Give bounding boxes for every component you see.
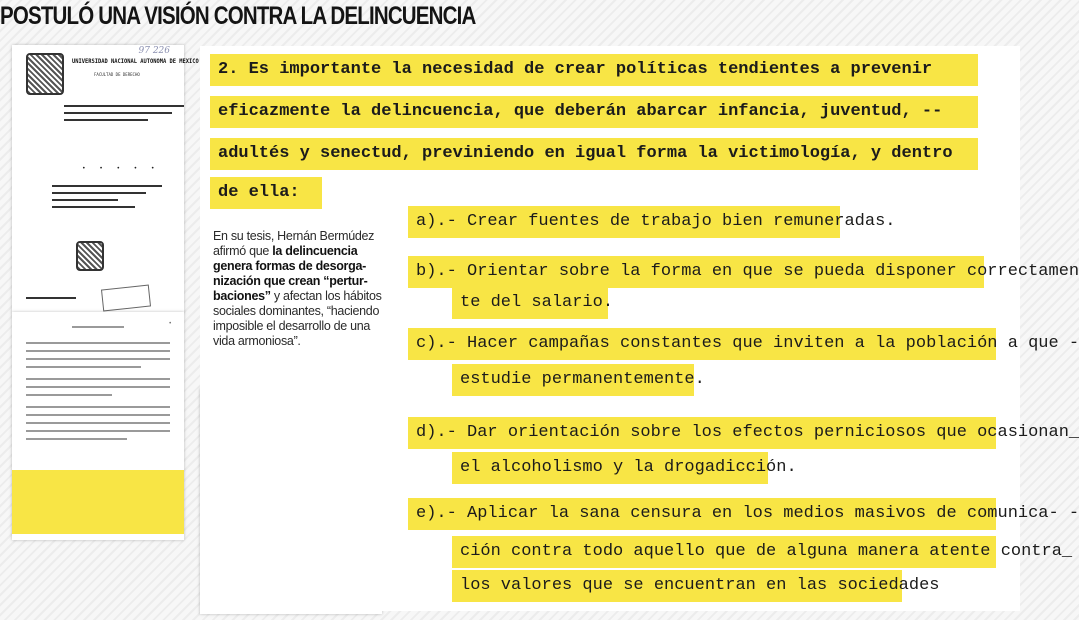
highlighted-paragraph [12,470,184,534]
item-b-line-2: te del salario. [452,287,608,319]
page-text-lines [26,342,170,446]
page-heading-line [72,326,124,334]
item-e-line-2: ción contra todo aquello que de alguna manera atente contra_ [452,536,996,568]
intro-line-3: adultés y senectud, previniendo en igual forma la victimología, y dentro [210,138,978,170]
item-c-line-1: c).- Hacer campañas constantes que inviten a la población a que - [408,328,996,360]
faculty-crest-icon [76,241,104,271]
item-d-line-2: el alcoholismo y la drogadicción. [452,452,768,484]
intro-line-1: 2. Es importante la necesidad de crear políticas tendientes a prevenir [210,54,978,86]
caption [213,229,389,349]
handwritten-note: 97 226 [138,46,170,56]
faculty-name: FACULTAD DE DERECHO [94,72,140,77]
item-e-line-1: e).- Aplicar la sana censura en los medios masivos de comunica- - [408,498,996,530]
intro-line-2: eficazmente la delincuencia, que deberán abarcar infancia, juventud, -- [210,96,978,128]
item-b-line-1: b).- Orientar sobre la forma en que se pueda disponer correctamen [408,256,984,288]
place-date-line [26,297,76,304]
page-number: • [168,320,172,327]
caption-text-2: y afectan los hábitos sociales dominantes, “haciendo imposible el desarrollo de una vida armoniosa”. [213,289,382,348]
item-d-line-1: d).- Dar orientación sobre los efectos perniciosos que ocasionan_ [408,417,996,449]
caption-bold-quote: la delincuencia genera formas de desorganización que crean “perturbaciones” [213,244,368,303]
university-name: UNIVERSIDAD NACIONAL AUTONOMA DE MEXICO [72,58,199,65]
item-e-line-3: los valores que se encuentran en las sociedades [452,570,902,602]
thesis-dots: • • • • • [82,165,160,172]
intro-line-4: de ella: [210,177,322,209]
thesis-conclusions-page [12,312,184,540]
library-stamp [101,285,151,312]
caption-text-1: En su tesis, Hernán Bermúdez afirmó que [213,229,375,258]
university-crest-icon [26,53,64,95]
headline: POSTULÓ UNA VISIÓN CONTRA LA DELINCUENCIA [0,2,476,30]
item-c-line-2: estudie permanentemente. [452,364,694,396]
thesis-cover-page [12,45,199,313]
thesis-title-lines [64,105,184,126]
thesis-degree-lines [52,185,162,213]
item-a-line-1: a).- Crear fuentes de trabajo bien remuneradas. [408,206,840,238]
